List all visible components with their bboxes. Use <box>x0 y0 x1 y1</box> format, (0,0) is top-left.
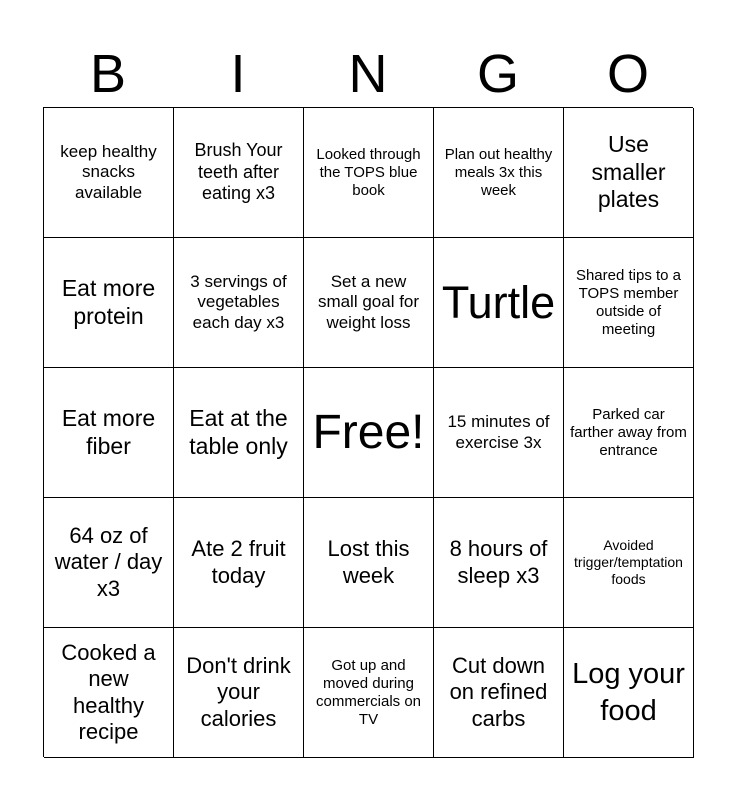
cell-text: Parked car farther away from entrance <box>570 405 687 459</box>
bingo-cell-r3c2[interactable] <box>174 368 304 498</box>
cell-text: Eat more protein <box>61 274 156 329</box>
bingo-board <box>43 107 693 757</box>
header-letter-g: G <box>476 44 519 104</box>
cell-text: 3 servings of vegetables each day x3 <box>190 271 287 332</box>
cell-text: Avoided trigger/temptation foods <box>574 537 683 587</box>
bingo-cell-r4c5[interactable] <box>564 498 694 628</box>
bingo-cell-r5c3[interactable] <box>304 628 434 758</box>
bingo-cell-r5c1[interactable] <box>44 628 174 758</box>
bingo-cell-r3c4[interactable] <box>434 368 564 498</box>
cell-text: Shared tips to a TOPS member outside of meeting <box>575 266 682 338</box>
bingo-cell-r2c2[interactable] <box>174 238 304 368</box>
cell-text: keep healthy snacks available <box>60 141 157 202</box>
bingo-cell-r5c2[interactable] <box>174 628 304 758</box>
cell-text: 8 hours of sleep x3 <box>449 536 548 588</box>
header-letter-b: B <box>89 44 127 104</box>
bingo-cell-r5c5[interactable] <box>564 628 694 758</box>
bingo-cell-r2c3[interactable] <box>304 238 434 368</box>
bingo-cell-r4c3[interactable] <box>304 498 434 628</box>
bingo-cell-r1c2[interactable] <box>174 108 304 238</box>
cell-text: Got up and moved during commercials on TV <box>315 656 422 728</box>
cell-text: Brush Your teeth after eating x3 <box>194 140 283 204</box>
cell-text: Eat more fiber <box>61 404 156 459</box>
cell-text: Turtle <box>441 276 556 328</box>
bingo-cell-r3c1[interactable] <box>44 368 174 498</box>
cell-text: Log your food <box>572 658 685 727</box>
bingo-header <box>43 40 693 108</box>
bingo-cell-r1c4[interactable] <box>434 108 564 238</box>
bingo-cell-r2c5[interactable] <box>564 238 694 368</box>
bingo-cell-r4c1[interactable] <box>44 498 174 628</box>
cell-text: 64 oz of water / day x3 <box>54 522 163 601</box>
cell-text: Use smaller plates <box>591 131 666 213</box>
bingo-cell-r3c5[interactable] <box>564 368 694 498</box>
cell-text: Don't drink your calories <box>186 652 291 731</box>
bingo-cell-free[interactable] <box>304 368 434 498</box>
bingo-cell-r4c4[interactable] <box>434 498 564 628</box>
bingo-cell-r2c1[interactable] <box>44 238 174 368</box>
header-letter-i: I <box>230 44 246 104</box>
bingo-cell-r5c4[interactable] <box>434 628 564 758</box>
bingo-cell-r1c3[interactable] <box>304 108 434 238</box>
cell-text: Set a new small goal for weight loss <box>317 271 420 332</box>
cell-text: Cut down on refined carbs <box>449 652 548 731</box>
cell-text: Free! <box>312 405 425 459</box>
cell-text: Eat at the table only <box>189 404 288 459</box>
cell-text: Lost this week <box>327 536 410 588</box>
cell-text: Cooked a new healthy recipe <box>61 639 156 744</box>
header-letter-o: O <box>606 44 649 104</box>
cell-text: Looked through the TOPS blue book <box>316 145 421 199</box>
bingo-cell-r4c2[interactable] <box>174 498 304 628</box>
cell-text: Ate 2 fruit today <box>191 536 286 588</box>
bingo-cell-r1c1[interactable] <box>44 108 174 238</box>
cell-text: Plan out healthy meals 3x this week <box>444 145 553 199</box>
bingo-cell-r2c4[interactable] <box>434 238 564 368</box>
bingo-cell-r1c5[interactable] <box>564 108 694 238</box>
header-letter-n: N <box>348 44 388 104</box>
cell-text: 15 minutes of exercise 3x <box>447 412 550 452</box>
